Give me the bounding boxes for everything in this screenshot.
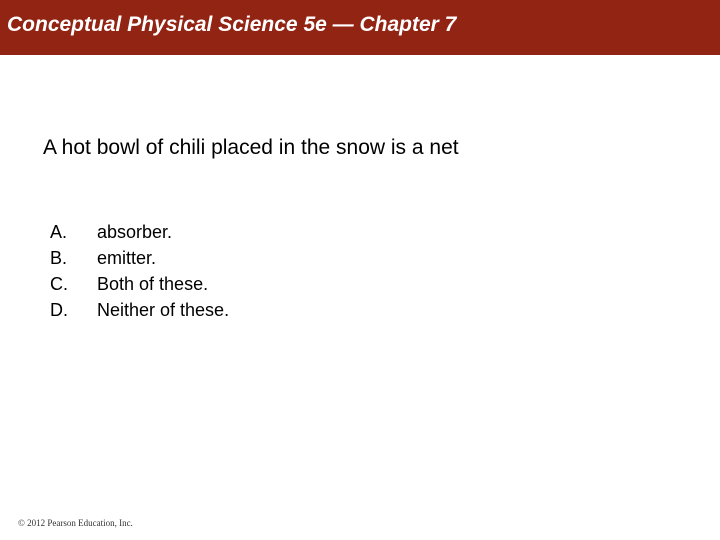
copyright-footer: © 2012 Pearson Education, Inc. <box>18 518 133 528</box>
header-bar <box>0 0 720 55</box>
choice-letter: C. <box>50 273 68 294</box>
question-text: A hot bowl of chili placed in the snow is a net <box>43 136 459 159</box>
choice-letter: A. <box>50 221 68 242</box>
choice-text: Neither of these. <box>97 299 230 320</box>
choice-d <box>50 297 229 323</box>
choice-text: Both of these. <box>97 273 209 294</box>
choice-letter: D. <box>50 299 68 320</box>
answer-choices <box>50 219 229 323</box>
choice-c <box>50 271 229 297</box>
choice-text: emitter. <box>97 247 157 268</box>
choice-b <box>50 245 229 271</box>
slide-title: Conceptual Physical Science 5e — Chapter 7 <box>7 13 457 36</box>
choice-letter: B. <box>50 247 68 268</box>
choice-text: absorber. <box>97 221 173 242</box>
choice-a <box>50 219 229 245</box>
